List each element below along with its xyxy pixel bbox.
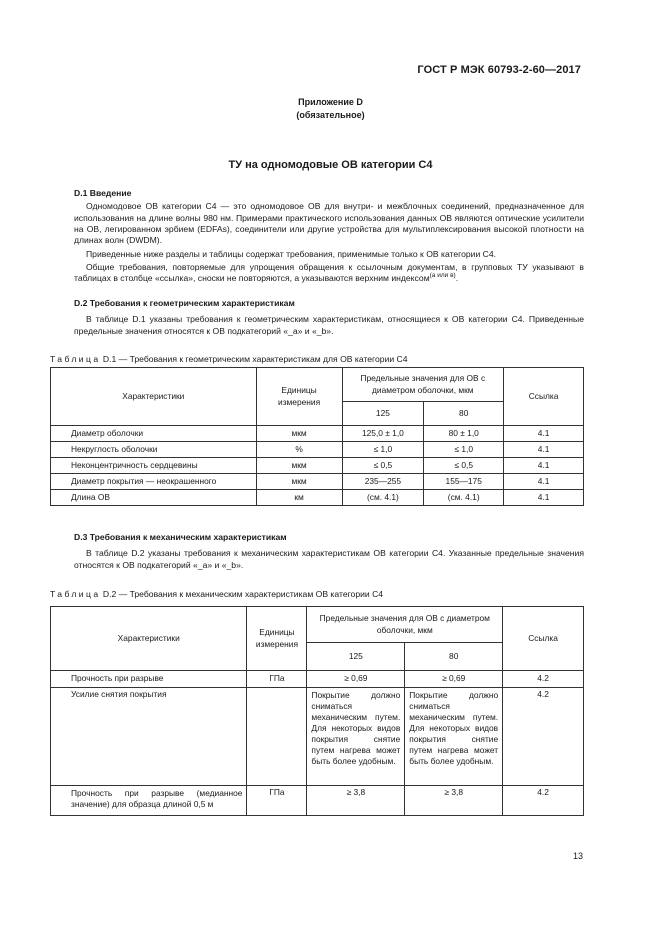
table-d1-header-unit: Единицы измерения [256,368,342,426]
table-d2 [50,606,584,816]
table-d1-header-limits: Предельные значения для ОВ с диаметром оболочки, мкм [342,368,504,402]
table-row [51,688,584,786]
table-cell: Прочность при разрыве (медианное значение) для образца длиной 0,5 м [51,786,247,816]
table-d2-header-char: Характеристики [51,607,247,671]
table-cell: 155—175 [424,474,504,490]
superscript-note: (а или в) [429,272,456,280]
table-cell: ≤ 0,5 [342,458,424,474]
table-cell: км [256,490,342,506]
table-row [51,458,584,474]
table-cell: % [256,442,342,458]
table-cell: мкм [256,474,342,490]
table-cell: ≥ 3,8 [405,786,503,816]
table-d1-caption-text: D.1 — Требования к геометрическим характеристикам для ОВ категории С4 [102,354,408,364]
table-cell: 235—255 [342,474,424,490]
table-d2-header-limits: Предельные значения для ОВ с диаметром оболочки, мкм [307,607,503,643]
table-d1 [50,367,584,506]
table-d1-header-80: 80 [424,402,504,426]
table-cell: Усилие снятия покрытия [51,688,247,786]
table-cell: (см. 4.1) [424,490,504,506]
table-cell: ≤ 1,0 [424,442,504,458]
table-row [51,474,584,490]
table-d2-header-80: 80 [405,643,503,671]
table-row [51,671,584,688]
section-heading-d1: D.1 Введение [74,188,132,198]
table-d2-header-ref: Ссылка [503,607,584,671]
table-cell: Диаметр оболочки [51,426,257,442]
table-d2-caption-prefix: Таблица [50,589,101,599]
table-cell: 80 ± 1,0 [424,426,504,442]
table-cell: Диаметр покрытия — неокрашенного [51,474,257,490]
table-cell: мкм [256,426,342,442]
annex-heading [0,96,661,122]
section-heading-d2: D.2 Требования к геометрическим характеристикам [74,298,295,308]
table-cell: Длина ОВ [51,490,257,506]
table-cell: мкм [256,458,342,474]
table-cell: 4.1 [504,474,584,490]
table-d2-header-125: 125 [307,643,405,671]
table-d2-header-unit: Единицы измерения [247,607,307,671]
table-row [51,490,584,506]
table-cell: 4.2 [503,786,584,816]
table-row [51,786,584,816]
table-d1-caption-prefix: Таблица [50,354,101,364]
paragraph-d3-1: В таблице D.2 указаны требования к механическим характеристикам ОВ категории С4. Указанные предельные значения относятся к ОВ подкатегорий «_a» и «_b». [74,548,584,570]
table-cell: ГПа [247,786,307,816]
table-cell: ГПа [247,671,307,688]
table-d2-caption [50,589,383,600]
table-cell: Неконцентричность сердцевины [51,458,257,474]
table-cell: Прочность при разрыве [51,671,247,688]
paragraph-d1-3-text: Общие требования, повторяемые для упрощения обращения к ссылочным документам, в групповых ТУ указывают в таблицах в столбце «ссылка», сноски не повторяются, а указываются верхним индексом [74,262,584,284]
table-cell: Покрытие должно сниматься механическим путем. Для некоторых видов покрытия снятие путем нагрева может быть более удобным. [405,688,503,786]
annex-status: (обязательное) [296,110,365,121]
table-cell: ≥ 0,69 [307,671,405,688]
table-cell: Покрытие должно сниматься механическим путем. Для некоторых видов покрытия снятие путем нагрева может быть более удобным. [307,688,405,786]
annex-label: Приложение D [298,97,363,107]
table-cell: 4.1 [504,490,584,506]
table-d1-header-125: 125 [342,402,424,426]
page-number: 13 [572,851,583,861]
table-cell: ≤ 1,0 [342,442,424,458]
table-cell: Некруглость оболочки [51,442,257,458]
section-heading-d3: D.3 Требования к механическим характеристикам [74,532,287,542]
table-cell: 4.2 [503,671,584,688]
section-d3 [74,532,584,571]
section-d1 [74,188,584,285]
paragraph-d2-1: В таблице D.1 указаны требования к геометрическим характеристикам, относящиеся к ОВ категории С4. Приведенные предельные значения относятся к ОВ подкатегорий «_a» и «_b». [74,314,584,336]
paragraph-d1-3-end: . [455,273,459,284]
table-d1-header-ref: Ссылка [504,368,584,426]
table-cell [247,688,307,786]
table-d1-header-char: Характеристики [51,368,257,426]
table-cell: 4.1 [504,442,584,458]
table-cell: ≥ 3,8 [307,786,405,816]
paragraph-d1-3 [74,262,584,285]
paragraph-d1-2: Приведенные ниже разделы и таблицы содержат требования, применимые только к ОВ категории С4. [86,248,497,259]
table-d2-caption-text: D.2 — Требования к механическим характеристикам ОВ категории С4 [102,589,384,599]
standard-designation: ГОСТ Р МЭК 60793-2-60—2017 [417,64,581,76]
table-cell: 125,0 ± 1,0 [342,426,424,442]
table-cell: 4.1 [504,458,584,474]
table-d1-caption [50,354,408,365]
table-cell: (см. 4.1) [342,490,424,506]
table-row [51,442,584,458]
table-cell: ≥ 0,69 [405,671,503,688]
table-cell: 4.2 [503,688,584,786]
paragraph-d1-1: Одномодовое ОВ категории С4 — это одномодовое ОВ для внутри- и межблочных соединений, предназначенное для использования на длине волны 980 нм. Примерами практического использования данных ОВ являются оптические усилители на ОВ, легированном эрбием (EDFAs), соединители или другие устройства для мультиплексирования высокой плотности на длинах волн (DWDM). [74,201,584,246]
section-d2 [74,298,584,337]
table-row [51,426,584,442]
annex-title: ТУ на одномодовые ОВ категории С4 [228,159,433,171]
table-cell: 4.1 [504,426,584,442]
table-cell: ≤ 0,5 [424,458,504,474]
